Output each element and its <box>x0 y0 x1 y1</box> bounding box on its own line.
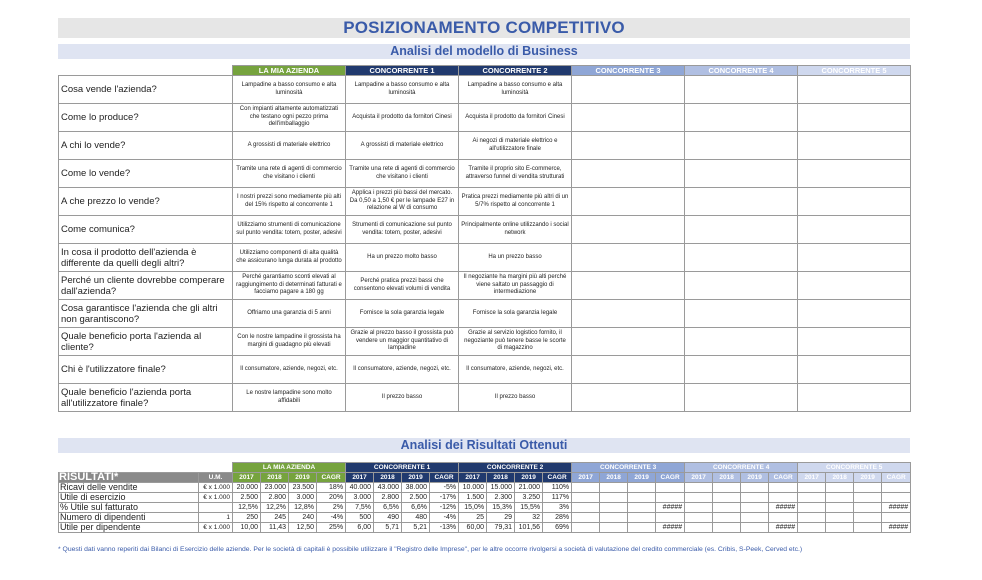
answer-cell[interactable]: Con le nostre lampadine il grossista ha margini di guadagno più elevati <box>233 328 346 356</box>
year-header: 2017 <box>233 473 261 483</box>
answer-cell[interactable] <box>798 188 911 216</box>
answer-cell[interactable]: A grossisti di materiale elettrico <box>233 132 346 160</box>
answer-cell[interactable]: Grazie al prezzo basso il grossista può vendere un maggior quantitativo di lampadine <box>346 328 459 356</box>
year-header: CAGR <box>317 473 346 483</box>
question-cell[interactable]: Quale beneficio l'azienda porta all'utilizzatore finale? <box>59 384 233 412</box>
answer-cell[interactable] <box>798 356 911 384</box>
answer-cell[interactable]: Le nostre lampadine sono molto affidabili <box>233 384 346 412</box>
blank-header-cell <box>59 66 233 76</box>
results-company-header-row <box>59 463 911 473</box>
value-cell[interactable]: 7,5% <box>346 503 374 513</box>
col-header-competitor-3[interactable]: CONCORRENTE 3 <box>572 66 685 76</box>
results-table <box>58 462 911 533</box>
value-cell[interactable]: -5% <box>430 483 459 493</box>
question-cell[interactable]: Cosa vende l'azienda? <box>59 76 233 104</box>
value-cell[interactable] <box>628 483 656 493</box>
value-cell[interactable]: -4% <box>430 513 459 523</box>
unit-cell: € x 1.000 <box>199 483 233 493</box>
answer-cell[interactable]: Acquista il prodotto da fornitori Cinesi <box>346 104 459 132</box>
value-cell[interactable]: -12% <box>430 503 459 513</box>
business-row <box>59 160 911 188</box>
value-cell[interactable]: 12,5% <box>233 503 261 513</box>
year-header: CAGR <box>543 473 572 483</box>
answer-cell[interactable]: Il negoziante ha margini più alti perché viene saltato un passaggio di intermediazione <box>459 272 572 300</box>
answer-cell[interactable]: Offriamo una garanzia di 5 anni <box>233 300 346 328</box>
answer-cell[interactable] <box>798 272 911 300</box>
value-cell[interactable] <box>600 513 628 523</box>
value-cell[interactable] <box>572 493 600 503</box>
business-header-row <box>59 66 911 76</box>
answer-cell[interactable] <box>685 272 798 300</box>
answer-cell[interactable] <box>798 76 911 104</box>
value-cell[interactable]: 10,00 <box>233 523 261 533</box>
question-cell[interactable]: Quale beneficio porta l'azienda al cliente? <box>59 328 233 356</box>
question-cell[interactable]: Cosa garantisce l'azienda che gli altri non garantiscono? <box>59 300 233 328</box>
value-cell[interactable] <box>685 483 713 493</box>
answer-cell[interactable]: Utilizziamo strumenti di comunicazione sul punto vendita: totem, poster, adesivi <box>233 216 346 244</box>
results-row <box>59 493 911 503</box>
answer-cell[interactable] <box>685 328 798 356</box>
value-cell[interactable]: 6,5% <box>374 503 402 513</box>
question-cell[interactable]: A che prezzo lo vende? <box>59 188 233 216</box>
question-cell[interactable]: A chi lo vende? <box>59 132 233 160</box>
answer-cell[interactable]: Lampadine a basso consumo e alta luminosità <box>459 76 572 104</box>
value-cell[interactable] <box>826 483 854 493</box>
value-cell[interactable] <box>713 503 741 513</box>
value-cell[interactable]: 20.000 <box>233 483 261 493</box>
business-row <box>59 272 911 300</box>
col-header-competitor-4[interactable]: CONCORRENTE 4 <box>685 66 798 76</box>
value-cell[interactable] <box>656 493 685 503</box>
answer-cell[interactable]: Il consumatore, aziende, negozi, etc. <box>233 356 346 384</box>
value-cell[interactable]: 10.000 <box>459 483 487 493</box>
footnote: * Questi dati vanno reperiti dai Bilanci di Esercizio delle aziende. Per le società di capitali è possibile utilizzare il "Registro delle Imprese", per le altre occorre rivolgersi a società di valutazione del credito commerciale (es. Cribis, S-Peek, Cerved etc.) <box>58 546 803 553</box>
answer-cell[interactable]: Perché garantiamo sconti elevati al raggiungimento di determinati fatturati e facciamo pagare a 180 gg <box>233 272 346 300</box>
answer-cell[interactable] <box>798 328 911 356</box>
results-col-header[interactable]: CONCORRENTE 1 <box>346 463 459 473</box>
value-cell[interactable] <box>600 523 628 533</box>
value-cell[interactable] <box>741 483 769 493</box>
answer-cell[interactable] <box>572 300 685 328</box>
value-cell[interactable] <box>741 513 769 523</box>
col-header-competitor-2[interactable]: CONCORRENTE 2 <box>459 66 572 76</box>
answer-cell[interactable]: Perché pratica prezzi bassi che consentono elevati volumi di vendita <box>346 272 459 300</box>
value-cell[interactable]: 110% <box>543 483 572 493</box>
answer-cell[interactable] <box>798 132 911 160</box>
answer-cell[interactable] <box>572 216 685 244</box>
year-header: 2019 <box>289 473 317 483</box>
value-cell[interactable]: 15,3% <box>487 503 515 513</box>
results-col-header[interactable]: CONCORRENTE 2 <box>459 463 572 473</box>
value-cell[interactable]: 6,6% <box>402 503 430 513</box>
answer-cell[interactable] <box>798 244 911 272</box>
answer-cell[interactable] <box>572 188 685 216</box>
year-header: 2018 <box>261 473 289 483</box>
value-cell[interactable] <box>882 483 911 493</box>
value-cell[interactable] <box>798 513 826 523</box>
results-col-header[interactable]: LA MIA AZIENDA <box>233 463 346 473</box>
results-row <box>59 523 911 533</box>
answer-cell[interactable]: Il prezzo basso <box>346 384 459 412</box>
value-cell[interactable]: 12,50 <box>289 523 317 533</box>
value-cell[interactable]: ##### <box>882 503 911 513</box>
answer-cell[interactable]: Strumenti di comunicazione sul punto vendita: totem, poster, adesivi <box>346 216 459 244</box>
value-cell[interactable] <box>600 483 628 493</box>
question-cell[interactable]: Perché un cliente dovrebbe comperare dall'azienda? <box>59 272 233 300</box>
value-cell[interactable] <box>628 493 656 503</box>
value-cell[interactable] <box>713 523 741 533</box>
answer-cell[interactable] <box>685 384 798 412</box>
results-col-header[interactable]: CONCORRENTE 3 <box>572 463 685 473</box>
value-cell[interactable]: ##### <box>656 503 685 513</box>
section-title-business-model: Analisi del modello di Business <box>58 44 910 59</box>
answer-cell[interactable]: Lampadine a basso consumo e alta luminosità <box>346 76 459 104</box>
answer-cell[interactable]: Con impianti altamente automatizzati che testano ogni pezzo prima dell'imballaggio <box>233 104 346 132</box>
year-header: 2019 <box>741 473 769 483</box>
answer-cell[interactable]: Tramite una rete di agenti di commercio che visitano i clienti <box>346 160 459 188</box>
results-row <box>59 503 911 513</box>
value-cell[interactable] <box>656 483 685 493</box>
value-cell[interactable]: 43.000 <box>374 483 402 493</box>
value-cell[interactable]: ##### <box>882 523 911 533</box>
value-cell[interactable] <box>826 523 854 533</box>
value-cell[interactable] <box>826 493 854 503</box>
answer-cell[interactable] <box>572 272 685 300</box>
answer-cell[interactable] <box>798 384 911 412</box>
value-cell[interactable] <box>572 523 600 533</box>
value-cell[interactable]: 15,0% <box>459 503 487 513</box>
answer-cell[interactable] <box>685 104 798 132</box>
value-cell[interactable]: 29 <box>487 513 515 523</box>
metric-label: % Utile sul fatturato <box>59 503 199 513</box>
question-cell[interactable]: Come lo produce? <box>59 104 233 132</box>
business-row <box>59 300 911 328</box>
value-cell[interactable] <box>798 483 826 493</box>
value-cell[interactable] <box>685 523 713 533</box>
answer-cell[interactable]: Tramite una rete di agenti di commercio che visitano i clienti <box>233 160 346 188</box>
value-cell[interactable] <box>769 513 798 523</box>
value-cell[interactable] <box>854 483 882 493</box>
answer-cell[interactable]: Fornisce la sola garanzia legale <box>459 300 572 328</box>
answer-cell[interactable] <box>685 300 798 328</box>
results-col-header[interactable]: CONCORRENTE 5 <box>798 463 911 473</box>
section-title-results: Analisi dei Risultati Ottenuti <box>58 438 910 453</box>
value-cell[interactable] <box>713 493 741 503</box>
answer-cell[interactable] <box>572 384 685 412</box>
metric-label: Utile per dipendente <box>59 523 199 533</box>
value-cell[interactable] <box>600 503 628 513</box>
answer-cell[interactable]: Ai negozi di materiale elettrico e all'utilizzatore finale <box>459 132 572 160</box>
value-cell[interactable]: 2.500 <box>233 493 261 503</box>
year-header: 2018 <box>374 473 402 483</box>
value-cell[interactable]: 32 <box>515 513 543 523</box>
value-cell[interactable] <box>713 513 741 523</box>
business-row <box>59 216 911 244</box>
value-cell[interactable]: 12,2% <box>261 503 289 513</box>
answer-cell[interactable] <box>685 188 798 216</box>
answer-cell[interactable]: Ha un prezzo basso <box>459 244 572 272</box>
value-cell[interactable]: 15.000 <box>487 483 515 493</box>
value-cell[interactable]: 21.000 <box>515 483 543 493</box>
value-cell[interactable]: 240 <box>289 513 317 523</box>
value-cell[interactable] <box>882 513 911 523</box>
value-cell[interactable]: -17% <box>430 493 459 503</box>
value-cell[interactable] <box>741 503 769 513</box>
results-row <box>59 513 911 523</box>
year-header: 2018 <box>600 473 628 483</box>
value-cell[interactable]: 12,8% <box>289 503 317 513</box>
value-cell[interactable] <box>854 523 882 533</box>
results-col-header[interactable]: CONCORRENTE 4 <box>685 463 798 473</box>
unit-header: U.M. <box>199 473 233 483</box>
answer-cell[interactable] <box>685 132 798 160</box>
value-cell[interactable]: 2.800 <box>261 493 289 503</box>
business-row <box>59 188 911 216</box>
answer-cell[interactable] <box>572 104 685 132</box>
value-cell[interactable] <box>685 503 713 513</box>
year-header: 2017 <box>798 473 826 483</box>
value-cell[interactable]: 3% <box>543 503 572 513</box>
answer-cell[interactable]: Il prezzo basso <box>459 384 572 412</box>
business-row <box>59 244 911 272</box>
value-cell[interactable]: ##### <box>769 503 798 513</box>
value-cell[interactable]: 3.000 <box>346 493 374 503</box>
value-cell[interactable]: 23.000 <box>261 483 289 493</box>
value-cell[interactable]: -4% <box>317 513 346 523</box>
value-cell[interactable]: 250 <box>233 513 261 523</box>
col-header-competitor-5[interactable]: CONCORRENTE 5 <box>798 66 911 76</box>
answer-cell[interactable] <box>798 300 911 328</box>
year-header: 2018 <box>826 473 854 483</box>
value-cell[interactable]: 101,56 <box>515 523 543 533</box>
value-cell[interactable]: 2.500 <box>402 493 430 503</box>
answer-cell[interactable] <box>685 244 798 272</box>
question-cell[interactable]: Chi è l'utilizzatore finale? <box>59 356 233 384</box>
business-row <box>59 384 911 412</box>
value-cell[interactable]: 69% <box>543 523 572 533</box>
value-cell[interactable] <box>572 513 600 523</box>
value-cell[interactable] <box>826 503 854 513</box>
value-cell[interactable]: 5,21 <box>402 523 430 533</box>
results-label: RISULTATI* <box>59 473 199 483</box>
metric-label: Ricavi delle vendite <box>59 483 199 493</box>
value-cell[interactable]: 6,00 <box>346 523 374 533</box>
unit-cell: 1 <box>199 513 233 523</box>
value-cell[interactable]: 3.000 <box>289 493 317 503</box>
answer-cell[interactable] <box>572 356 685 384</box>
value-cell[interactable]: 480 <box>402 513 430 523</box>
question-cell[interactable]: Come lo vende? <box>59 160 233 188</box>
value-cell[interactable] <box>628 503 656 513</box>
answer-cell[interactable]: Grazie al servizio logistico fornito, il negoziante può tenere basse le scorte di magazzino <box>459 328 572 356</box>
value-cell[interactable]: 2% <box>317 503 346 513</box>
value-cell[interactable] <box>685 513 713 523</box>
value-cell[interactable]: 500 <box>346 513 374 523</box>
answer-cell[interactable] <box>685 356 798 384</box>
year-header: 2019 <box>402 473 430 483</box>
value-cell[interactable] <box>826 513 854 523</box>
value-cell[interactable] <box>685 493 713 503</box>
business-row <box>59 104 911 132</box>
value-cell[interactable]: 490 <box>374 513 402 523</box>
answer-cell[interactable]: A grossisti di materiale elettrico <box>346 132 459 160</box>
value-cell[interactable] <box>713 483 741 493</box>
value-cell[interactable] <box>854 503 882 513</box>
answer-cell[interactable] <box>685 160 798 188</box>
unit-cell: € x 1.000 <box>199 523 233 533</box>
answer-cell[interactable] <box>572 328 685 356</box>
results-year-header-row <box>59 473 911 483</box>
business-row <box>59 328 911 356</box>
page-title: POSIZIONAMENTO COMPETITIVO <box>58 18 910 38</box>
value-cell[interactable]: 117% <box>543 493 572 503</box>
col-header-mine[interactable]: LA MIA AZIENDA <box>233 66 346 76</box>
value-cell[interactable]: ##### <box>656 523 685 533</box>
year-header: CAGR <box>656 473 685 483</box>
value-cell[interactable] <box>741 493 769 503</box>
value-cell[interactable] <box>769 483 798 493</box>
value-cell[interactable]: 25 <box>459 513 487 523</box>
answer-cell[interactable]: Tramite il proprio sito E-commerce, attraverso funnel di vendita strutturati <box>459 160 572 188</box>
metric-label: Utile di esercizio <box>59 493 199 503</box>
value-cell[interactable] <box>572 483 600 493</box>
year-header: 2017 <box>346 473 374 483</box>
value-cell[interactable]: 38.000 <box>402 483 430 493</box>
value-cell[interactable]: 1.500 <box>459 493 487 503</box>
answer-cell[interactable]: Acquista il prodotto da fornitori Cinesi <box>459 104 572 132</box>
value-cell[interactable] <box>798 503 826 513</box>
answer-cell[interactable]: Principalmente online utilizzando i social network <box>459 216 572 244</box>
value-cell[interactable]: 15,5% <box>515 503 543 513</box>
value-cell[interactable]: 79,31 <box>487 523 515 533</box>
year-header: 2017 <box>459 473 487 483</box>
value-cell[interactable]: 23.500 <box>289 483 317 493</box>
value-cell[interactable] <box>600 493 628 503</box>
answer-cell[interactable] <box>572 76 685 104</box>
answer-cell[interactable]: Utilizziamo componenti di alta qualità che assicurano lunga durata al prodotto <box>233 244 346 272</box>
value-cell[interactable] <box>854 493 882 503</box>
year-header: CAGR <box>769 473 798 483</box>
question-cell[interactable]: In cosa il prodotto dell'azienda è differente da quelli degli altri? <box>59 244 233 272</box>
answer-cell[interactable]: I nostri prezzi sono mediamente più alti del 15% rispetto al concorrente 1 <box>233 188 346 216</box>
value-cell[interactable]: 3.250 <box>515 493 543 503</box>
year-header: CAGR <box>882 473 911 483</box>
value-cell[interactable] <box>798 523 826 533</box>
answer-cell[interactable] <box>685 216 798 244</box>
value-cell[interactable]: ##### <box>769 523 798 533</box>
results-row <box>59 483 911 493</box>
business-row <box>59 132 911 160</box>
value-cell[interactable]: 18% <box>317 483 346 493</box>
value-cell[interactable]: 2.800 <box>374 493 402 503</box>
answer-cell[interactable]: Il consumatore, aziende, negozi, etc. <box>459 356 572 384</box>
col-header-competitor-1[interactable]: CONCORRENTE 1 <box>346 66 459 76</box>
answer-cell[interactable] <box>572 244 685 272</box>
value-cell[interactable]: 11,43 <box>261 523 289 533</box>
answer-cell[interactable]: Pratica prezzi mediamente più altri di un 5/7% rispetto al concorrente 1 <box>459 188 572 216</box>
value-cell[interactable] <box>628 513 656 523</box>
year-header: 2018 <box>487 473 515 483</box>
value-cell[interactable]: 245 <box>261 513 289 523</box>
value-cell[interactable]: 5,71 <box>374 523 402 533</box>
year-header: 2019 <box>628 473 656 483</box>
question-cell[interactable]: Come comunica? <box>59 216 233 244</box>
unit-cell: € x 1.000 <box>199 493 233 503</box>
year-header: 2018 <box>713 473 741 483</box>
answer-cell[interactable] <box>685 76 798 104</box>
value-cell[interactable]: 60,00 <box>459 523 487 533</box>
answer-cell[interactable]: Lampadine a basso consumo e alta luminosità <box>233 76 346 104</box>
value-cell[interactable] <box>741 523 769 533</box>
value-cell[interactable] <box>769 493 798 503</box>
unit-cell <box>199 503 233 513</box>
value-cell[interactable]: 28% <box>543 513 572 523</box>
business-model-table <box>58 65 911 412</box>
answer-cell[interactable] <box>798 160 911 188</box>
value-cell[interactable] <box>628 523 656 533</box>
value-cell[interactable] <box>656 513 685 523</box>
answer-cell[interactable] <box>798 216 911 244</box>
answer-cell[interactable] <box>572 160 685 188</box>
answer-cell[interactable]: Il consumatore, aziende, negozi, etc. <box>346 356 459 384</box>
value-cell[interactable] <box>572 503 600 513</box>
value-cell[interactable] <box>854 513 882 523</box>
answer-cell[interactable] <box>572 132 685 160</box>
year-header: 2019 <box>854 473 882 483</box>
answer-cell[interactable]: Ha un prezzo molto basso <box>346 244 459 272</box>
answer-cell[interactable]: Fornisce la sola garanzia legale <box>346 300 459 328</box>
value-cell[interactable]: 25% <box>317 523 346 533</box>
year-header: 2017 <box>685 473 713 483</box>
year-header: 2017 <box>572 473 600 483</box>
answer-cell[interactable] <box>798 104 911 132</box>
business-row <box>59 356 911 384</box>
value-cell[interactable] <box>798 493 826 503</box>
value-cell[interactable]: 20% <box>317 493 346 503</box>
value-cell[interactable]: 40.000 <box>346 483 374 493</box>
business-row <box>59 76 911 104</box>
value-cell[interactable]: 2.300 <box>487 493 515 503</box>
metric-label: Numero di dipendenti <box>59 513 199 523</box>
year-header: CAGR <box>430 473 459 483</box>
value-cell[interactable]: -13% <box>430 523 459 533</box>
answer-cell[interactable]: Applica i prezzi più bassi del mercato. Da 0,50 a 1,50 € per le lampade E27 in relazione al W di consumo <box>346 188 459 216</box>
value-cell[interactable] <box>882 493 911 503</box>
year-header: 2019 <box>515 473 543 483</box>
